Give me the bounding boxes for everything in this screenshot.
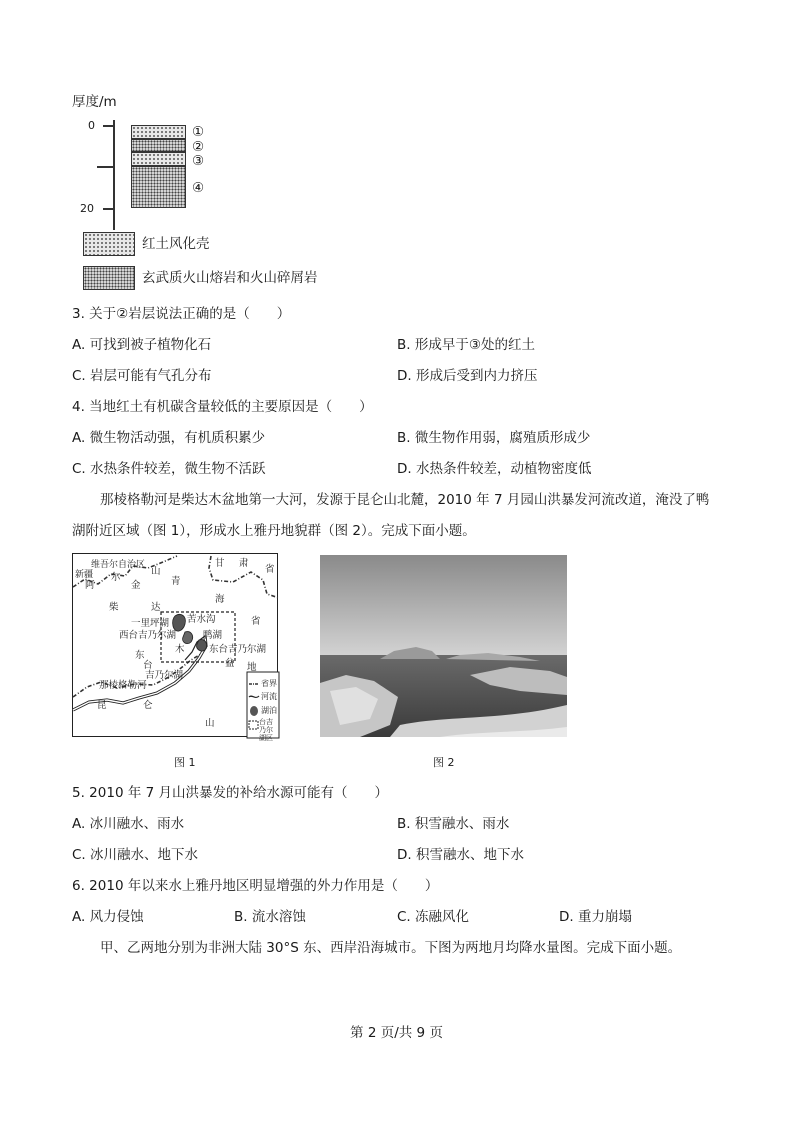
layer-2 [131,139,186,152]
question-3-option-a: A. 可找到被子植物化石 [72,337,212,353]
map-label-tai: 台 [143,660,153,671]
map-label-yahu: 鸭湖 [203,630,223,641]
tick-mark-0 [103,125,114,127]
question-3-option-c: C. 岩层可能有气孔分布 [72,368,212,384]
legend-lake-symbol [250,706,258,716]
layer-1 [131,125,186,139]
map-label-shan-bottom: 山 [205,718,215,729]
question-6-option-b: B. 流水溶蚀 [234,909,306,925]
legend-label-basalt: 玄武质火山熔岩和火山碎屑岩 [142,270,318,286]
map-label-dongtaiji: 东台吉乃尔湖 [209,644,267,655]
map-label-er: 尔 [111,572,121,583]
question-6-option-c: C. 冻融风化 [397,909,470,925]
map-label-weiwuer: 维吾尔自治区 [91,560,146,570]
map-label-nalenggele: 那棱格勒河 [99,680,147,691]
layer-3 [131,152,186,166]
map-label-a: 阿 [85,580,95,591]
map-label-da: 达 [151,602,161,613]
map-label-hai: 海 [215,594,225,605]
question-6-option-a: A. 风力侵蚀 [72,909,144,925]
map-label-jin: 金 [131,580,141,591]
figure-2-caption: 图 2 [433,756,455,769]
tick-label-20: 20 [80,202,94,215]
map-legend-boundary: 省界 [261,679,277,688]
map-label-di: 地 [247,662,257,673]
map-label-sheng-top: 省 [265,564,275,575]
column-axis-title: 厚度/m [72,94,117,110]
map-label-mu: 木 [175,644,185,655]
map-legend-lake: 湖泊 [261,706,277,715]
map-label-kun: 昆 [97,700,107,711]
figure-1-map [72,553,278,742]
passage-1-line-1: 那棱格勒河是柴达木盆地第一大河，发源于昆仑山北麓，2010 年 7 月园山洪暴发河流改道，淹没了鸭 [100,492,710,508]
question-5-option-b: B. 积雪融水、雨水 [397,816,510,832]
map-label-yiliping: 一里坪湖 [131,618,170,629]
question-5-option-c: C. 冰川融水、地下水 [72,847,199,863]
map-label-sheng: 省 [251,616,261,627]
lake-yiliping [173,614,186,631]
legend-swatch-laterite [83,232,135,256]
map-label-kushuigou: 苦水沟 [187,614,216,625]
lake-xitaiji [183,632,193,644]
question-4-stem: 4. 当地红土有机碳含量较低的主要原因是（ ） [72,399,373,415]
question-6-stem: 6. 2010 年以来水上雅丹地区明显增强的外力作用是（ ） [72,878,439,894]
map-label-xinjiang: 新疆 [75,570,94,580]
layer-label-1: ① [192,124,205,140]
page-footer: 第 2 页/共 9 页 [350,1025,443,1041]
map-label-gan: 甘 [215,558,225,569]
figure-1-caption: 图 1 [174,756,196,769]
lake-dongtaiji [197,640,207,651]
layer-label-3: ③ [192,153,205,169]
tick-mark-20 [103,208,114,210]
map-label-qing: 青 [171,576,181,587]
passage-1-line-2: 湖附近区域（图 1），形成水上雅丹地貌群（图 2）。完成下面小题。 [72,523,476,539]
map-label-jinai: 吉乃尔湖 [145,670,184,681]
map-label-xitaiji: 西台吉乃尔湖 [119,630,177,641]
question-5-option-d: D. 积雪融水、地下水 [397,847,524,863]
map-legend-river: 河流 [261,692,277,701]
map-label-shan-top: 山 [151,566,161,577]
map-legend-region: 台吉乃尔湖区 [259,718,273,742]
column-axis-line [113,120,115,230]
layer-label-4: ④ [192,180,205,196]
map-label-su: 肃 [239,558,249,569]
map-label-lun: 仑 [143,700,153,711]
figure-2-photo [320,555,567,737]
question-4-option-c: C. 水热条件较差，微生物不活跃 [72,461,266,477]
question-4-option-a: A. 微生物活动强，有机质积累少 [72,430,266,446]
question-5-option-a: A. 冰川融水、雨水 [72,816,185,832]
map-label-dong: 东 [135,650,145,661]
map-label-chai: 柴 [109,602,119,613]
layer-label-2: ② [192,139,205,155]
legend-label-laterite: 红土风化壳 [142,236,210,252]
tick-label-0: 0 [88,119,95,132]
question-3-stem: 3. 关于②岩层说法正确的是（ ） [72,306,291,322]
question-3-option-d: D. 形成后受到内力挤压 [397,368,538,384]
map-label-pen: 盆 [225,658,235,669]
layer-4 [131,166,186,208]
question-3-option-b: B. 形成早于③处的红土 [397,337,535,353]
question-4-option-d: D. 水热条件较差，动植物密度低 [397,461,592,477]
tick-mark-10 [97,166,114,168]
legend-swatch-basalt [83,266,135,290]
passage-2: 甲、乙两地分别为非洲大陆 30°S 东、西岸沿海城市。下图为两地月均降水量图。完成下面小题。 [100,940,682,956]
question-4-option-b: B. 微生物作用弱，腐殖质形成少 [397,430,591,446]
question-6-option-d: D. 重力崩塌 [559,909,632,925]
yardang-photo [320,555,567,737]
question-5-stem: 5. 2010 年 7 月山洪暴发的补给水源可能有（ ） [72,785,388,801]
